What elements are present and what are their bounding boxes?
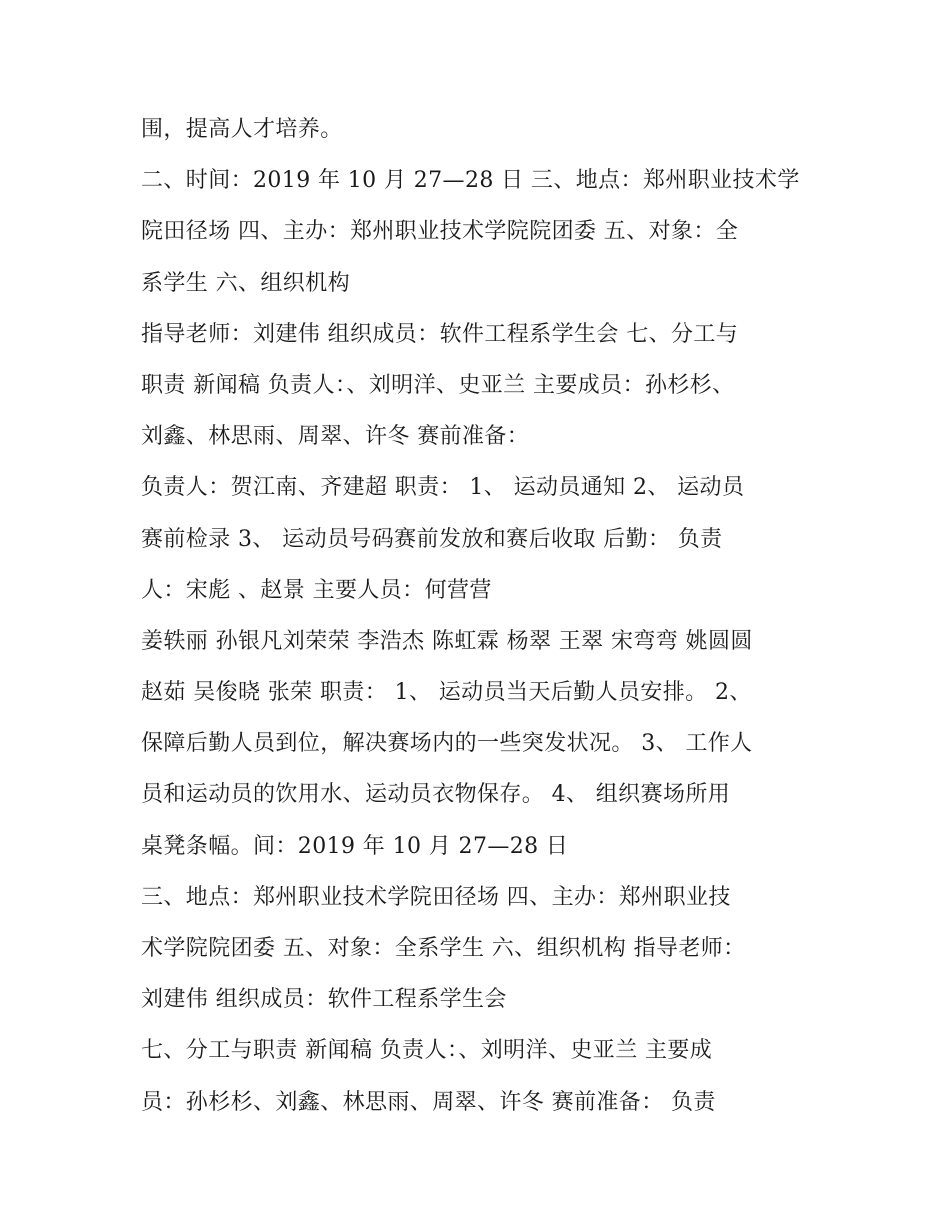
text-line-15: 桌凳条幅。间：2019 年 10 月 27—28 日 xyxy=(141,833,569,859)
text-line-14: 员和运动员的饮用水、运动员衣物保存。 4、 组织赛场所用 xyxy=(141,782,731,808)
body-text xyxy=(141,108,841,1132)
text-line-12: 赵茹 吴俊晓 张荣 职责： 1、 运动员当天后勤人员安排。 2、 xyxy=(141,680,752,706)
text-line-5: 指导老师：刘建伟 组织成员：软件工程系学生会 七、分工与 xyxy=(141,321,739,347)
text-line-7: 刘鑫、林思雨、周翠、许冬 赛前准备： xyxy=(141,424,530,450)
text-line-6: 职责 新闻稿 负责人：、刘明洋、史亚兰 主要成员：孙杉杉、 xyxy=(141,372,735,398)
text-line-17: 术学院院团委 五、对象：全系学生 六、组织机构 指导老师： xyxy=(141,936,746,961)
text-line-1: 围，提高人才培养。 xyxy=(141,117,343,142)
text-line-16: 三、地点：郑州职业技术学院田径场 四、主办：郑州职业技 xyxy=(141,884,731,910)
text-line-8: 负责人：贺江南、齐建超 职责： 1、 运动员通知 2、 运动员 xyxy=(141,475,745,501)
text-line-19: 七、分工与职责 新闻稿 负责人：、刘明洋、史亚兰 主要成 xyxy=(141,1038,713,1064)
text-line-3: 院田径场 四、主办：郑州职业技术学院院团委 五、对象：全 xyxy=(141,219,739,245)
text-line-4: 系学生 六、组织机构 xyxy=(141,270,350,296)
text-line-18: 刘建伟 组织成员：软件工程系学生会 xyxy=(141,987,507,1013)
text-line-13: 保障后勤人员到位，解决赛场内的一些突发状况。 3、 工作人 xyxy=(141,731,753,757)
text-line-9: 赛前检录 3、 运动员号码赛前发放和赛后收取 后勤： 负责 xyxy=(141,526,723,552)
text-line-2: 二、时间：2019 年 10 月 27—28 日 三、地点：郑州职业技术学 xyxy=(141,168,800,194)
text-line-11: 姜轶丽 孙银凡刘荣荣 李浩杰 陈虹霖 杨翠 王翠 宋弯弯 姚圆圆 xyxy=(141,628,753,654)
text-line-20: 员：孙杉杉、刘鑫、林思雨、周翠、许冬 赛前准备： 负责 xyxy=(141,1089,716,1115)
text-line-10: 人：宋彪 、赵景 主要人员：何营营 xyxy=(141,577,492,603)
